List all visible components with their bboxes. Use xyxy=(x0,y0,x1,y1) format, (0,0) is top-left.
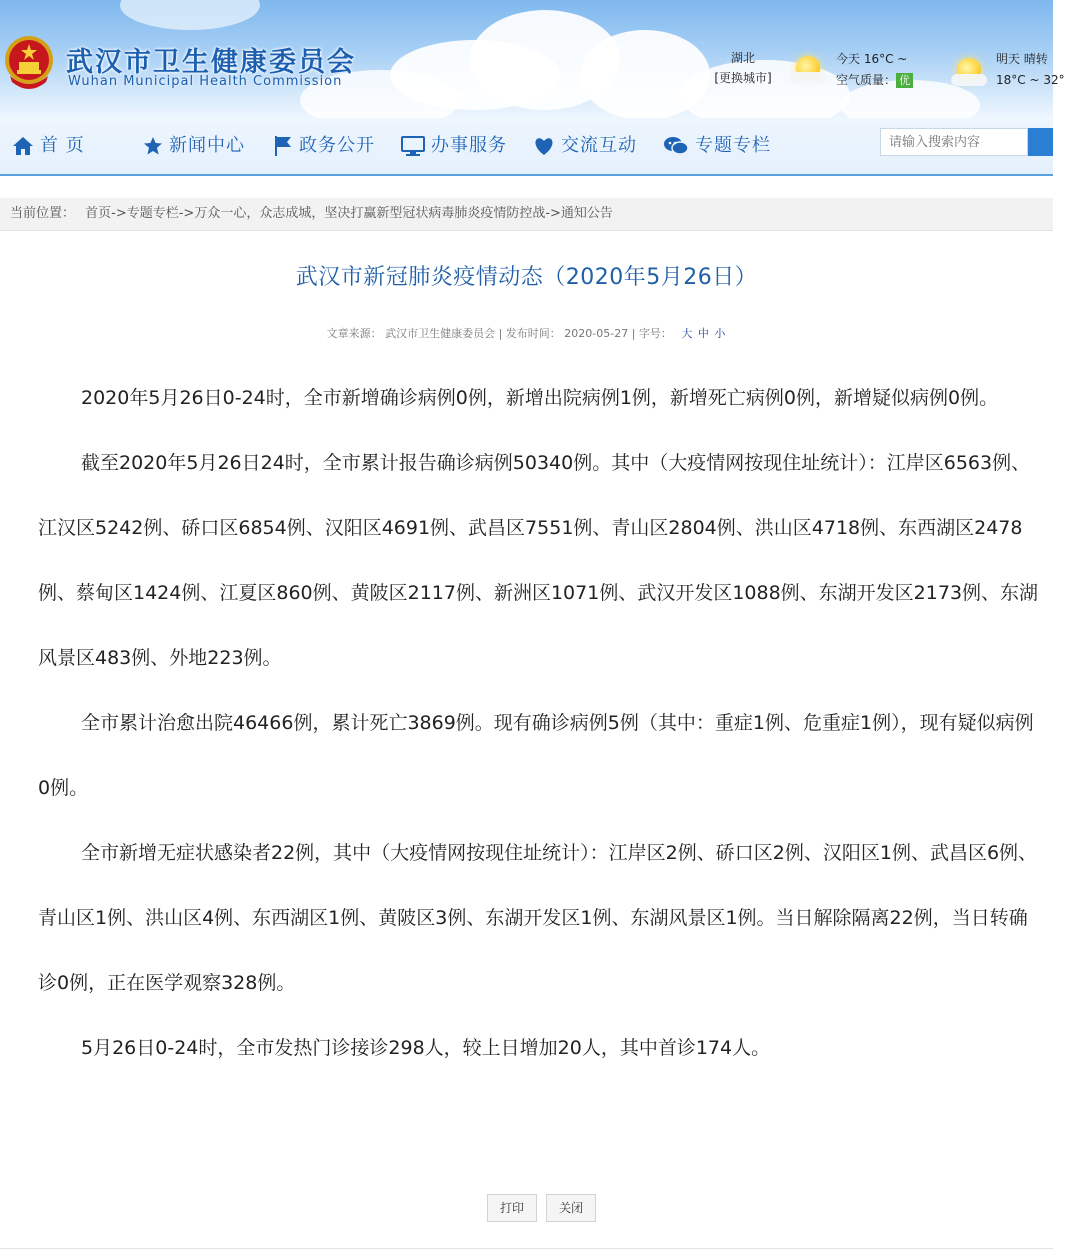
article-paragraph: 全市新增无症状感染者22例，其中（大疫情网按现住址统计）：江岸区2例、硚口区2例、汉阳区1例、武昌区6例、青山区1例、洪山区4例、东西湖区1例、黄陂区3例、东湖开发区1例、东湖风景区1例。当日解除隔离22例，当日转确诊0例，正在医学观察328例。 xyxy=(38,842,1038,994)
font-size-medium[interactable]: 中 xyxy=(697,327,709,340)
article-actions xyxy=(487,1194,600,1222)
article-source-date: 文章来源： 武汉市卫生健康委员会 | 发布时间： 2020-05-27 | 字号： xyxy=(326,327,672,340)
nav-item-interaction[interactable] xyxy=(533,132,637,160)
change-city-link[interactable]: [更换城市] xyxy=(714,71,772,85)
nav-item-label: 政务公开 xyxy=(299,135,375,156)
nav-item-label: 交流互动 xyxy=(561,135,637,156)
breadcrumb-path[interactable]: 首页->专题专栏->万众一心，众志成城，坚决打赢新型冠状病毒肺炎疫情防控战->通知公告 xyxy=(85,206,613,221)
article-meta xyxy=(0,325,1053,341)
article-body xyxy=(38,366,1042,1081)
nav-item-label: 专题专栏 xyxy=(695,135,771,156)
nav-item-gov-affairs[interactable] xyxy=(273,132,375,160)
nav-item-topics[interactable] xyxy=(663,132,771,160)
print-button[interactable]: 打印 xyxy=(487,1194,537,1222)
flag-icon xyxy=(273,135,293,157)
home-icon xyxy=(12,136,34,156)
article-paragraph: 2020年5月26日0-24时，全市新增确诊病例0例，新增出院病例1例，新增死亡病例0例，新增疑似病例0例。 xyxy=(81,387,999,409)
font-size-small[interactable]: 小 xyxy=(714,327,726,340)
nav-item-news[interactable] xyxy=(143,132,245,160)
sunny-icon xyxy=(951,52,987,88)
nav-item-home[interactable] xyxy=(12,132,85,160)
close-button[interactable]: 关闭 xyxy=(546,1194,596,1222)
article-title: 武汉市新冠肺炎疫情动态（2020年5月26日） xyxy=(295,265,758,290)
star-icon xyxy=(143,136,163,156)
national-emblem-icon xyxy=(2,34,56,92)
divider xyxy=(0,1248,1053,1249)
search-input[interactable] xyxy=(880,128,1028,156)
today-temperature: 今天 16°C ~ xyxy=(836,52,908,66)
article-paragraph: 截至2020年5月26日24时，全市累计报告确诊病例50340例。其中（大疫情网按现住址统计）：江岸区6563例、江汉区5242例、硚口区6854例、汉阳区4691例、武昌区7551例、青山区2804例、洪山区4718例、东西湖区2478例、蔡甸区1424例、江夏区860例、黄陂区2117例、新洲区1071例、武汉开发区1088例、东湖开发区2173例、东湖风景区483例、外地223例。 xyxy=(38,452,1039,669)
air-quality-label: 空气质量： xyxy=(836,73,897,87)
tomorrow-temperature: 18°C ~ 32° xyxy=(996,73,1065,87)
sunny-icon xyxy=(790,50,826,86)
font-size-large[interactable]: 大 xyxy=(681,327,693,340)
monitor-icon xyxy=(401,136,425,156)
site-title: 武汉市卫生健康委员会 xyxy=(66,47,356,78)
tomorrow-forecast: 明天 晴转 xyxy=(996,52,1048,66)
air-quality xyxy=(836,70,913,91)
search-button[interactable] xyxy=(1028,128,1053,156)
today-weather xyxy=(836,49,913,91)
article-paragraph: 全市累计治愈出院46466例，累计死亡3869例。现有确诊病例5例（其中：重症1例、危重症1例），现有疑似病例0例。 xyxy=(38,712,1034,799)
site-subtitle: Wuhan Municipal Health Commission xyxy=(68,74,343,89)
chat-icon xyxy=(663,135,689,157)
nav-item-label: 首 页 xyxy=(40,135,85,156)
nav-item-label: 新闻中心 xyxy=(169,135,245,156)
site-header xyxy=(0,0,1065,118)
air-quality-badge: 优 xyxy=(896,73,913,88)
heart-icon xyxy=(533,136,555,156)
article-paragraph: 5月26日0-24时，全市发热门诊接诊298人，较上日增加20人，其中首诊174人。 xyxy=(81,1037,771,1059)
breadcrumb xyxy=(0,198,1053,231)
cloud-decoration xyxy=(120,0,260,30)
city-name: 湖北 xyxy=(730,51,755,65)
breadcrumb-label: 当前位置： xyxy=(10,206,76,221)
nav-item-label: 办事服务 xyxy=(431,135,507,156)
nav-item-services[interactable] xyxy=(401,132,507,160)
weather-city xyxy=(712,48,774,88)
tomorrow-weather xyxy=(996,49,1065,91)
